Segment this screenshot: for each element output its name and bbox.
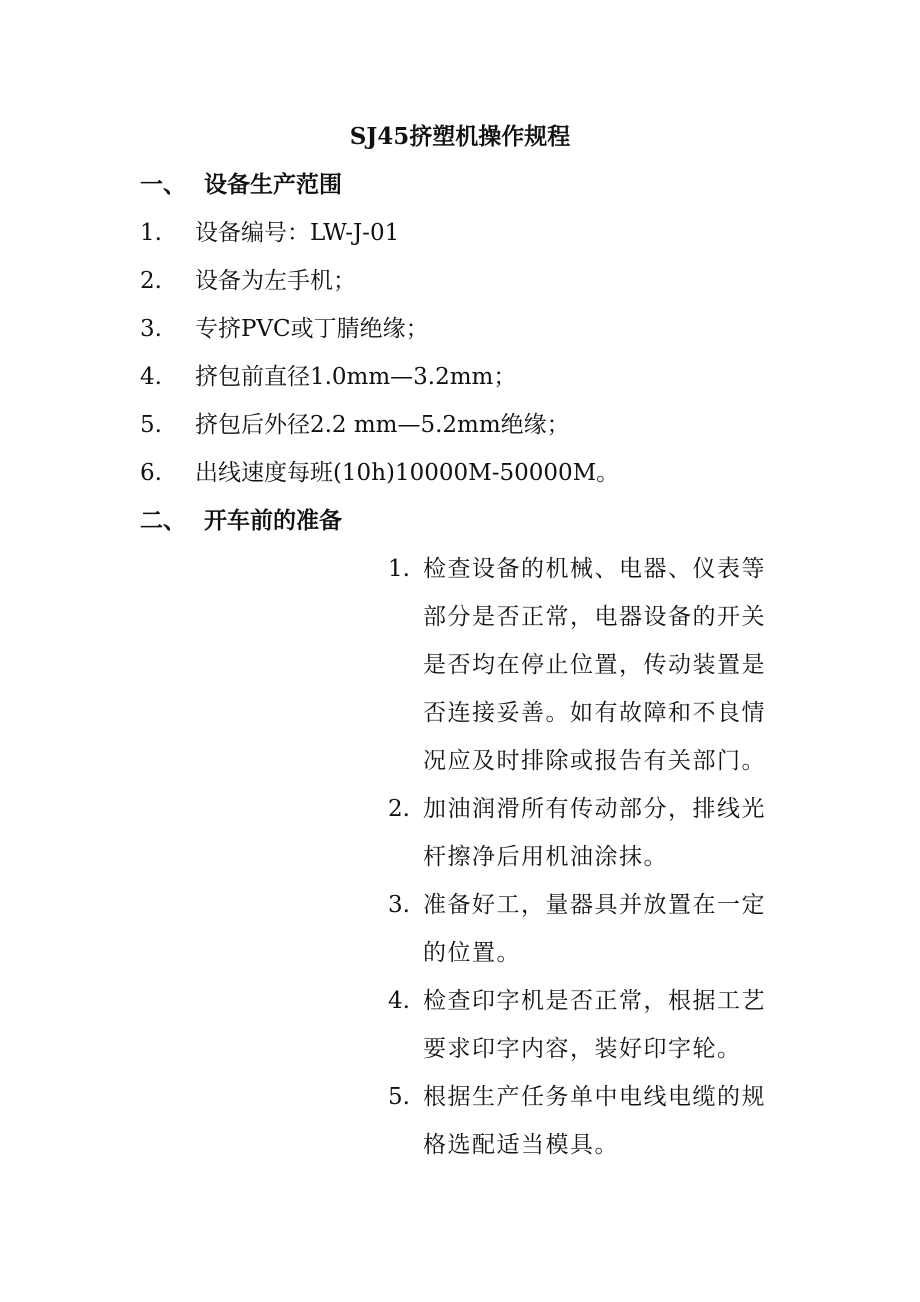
item-text: 设备为左手机；	[194, 268, 356, 294]
item-text: 根据生产任务单中电线电缆的规	[423, 1084, 766, 1110]
item-number: 1.	[388, 556, 410, 582]
item-number: 5.	[140, 412, 162, 438]
list-item	[140, 362, 516, 392]
item-text: 杆擦净后用机油涂抹。	[423, 844, 668, 870]
item-number: 3.	[388, 892, 410, 918]
list-item	[140, 266, 356, 296]
item-text: 格选配适当模具。	[423, 1132, 619, 1158]
item-text: 加油润滑所有传动部分，排线光	[423, 796, 766, 822]
item-text: 部分是否正常，电器设备的开关	[423, 604, 766, 630]
section-title: 设备生产范围	[204, 172, 342, 198]
item-text: 专挤PVC或丁腈绝缘；	[194, 316, 429, 342]
item-text: 是否均在停止位置，传动装置是	[423, 652, 766, 678]
item-number: 4.	[388, 988, 410, 1014]
item-text: 检查设备的机械、电器、仪表等	[423, 556, 766, 582]
item-number: 5.	[388, 1084, 410, 1110]
item-number: 6.	[140, 460, 162, 486]
item-text: 挤包前直径1.0mm—3.2mm；	[194, 364, 517, 390]
item-text: 准备好工，量器具并放置在一定	[423, 892, 766, 918]
item-text: 要求印字内容，装好印字轮。	[423, 1036, 742, 1062]
section-number: 二、	[140, 508, 186, 534]
document-title: SJ45挤塑机操作规程	[349, 123, 571, 150]
item-text: 设备编号：LW-J-01	[194, 220, 400, 246]
section-number: 一、	[140, 172, 186, 198]
list-item	[140, 218, 399, 248]
item-text: 挤包后外径2.2 mm—5.2mm绝缘；	[194, 412, 570, 438]
item-text: 否连接妥善。如有故障和不良情	[423, 700, 766, 726]
item-number: 4.	[140, 364, 162, 390]
item-number: 1.	[140, 220, 162, 246]
section-title: 开车前的准备	[204, 508, 342, 534]
list-item	[140, 410, 570, 440]
item-number: 2.	[140, 268, 162, 294]
item-number: 3.	[140, 316, 162, 342]
item-text: 况应及时排除或报告有关部门。	[423, 748, 766, 774]
item-text: 出线速度每班(10h)10000M-50000M。	[194, 460, 620, 486]
item-text: 的位置。	[423, 940, 521, 966]
item-number: 2.	[388, 796, 410, 822]
list-item	[140, 458, 619, 488]
item-text: 检查印字机是否正常，根据工艺	[423, 988, 766, 1014]
list-item	[140, 314, 429, 344]
